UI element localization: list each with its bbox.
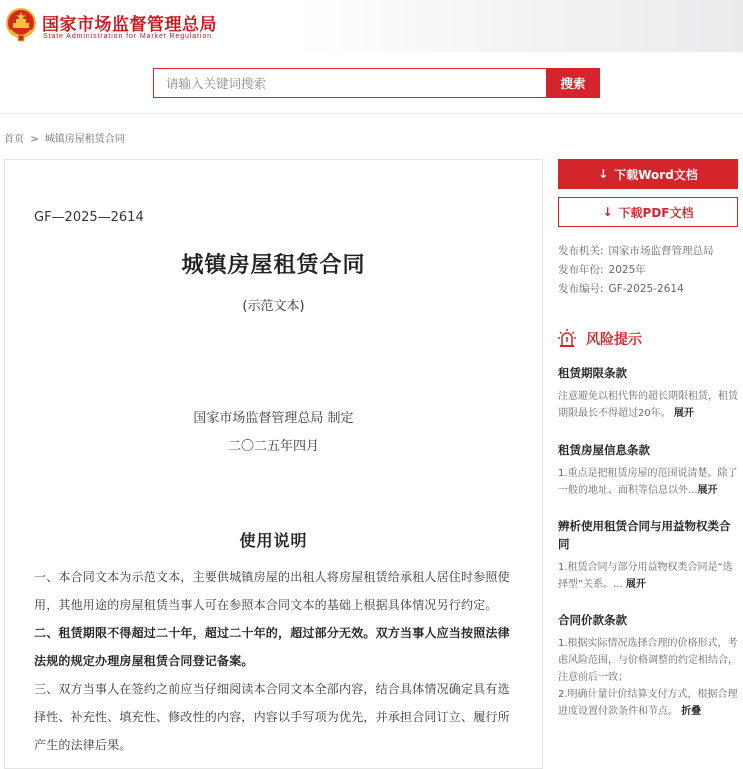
document-issuer: 国家市场监督管理总局 制定 <box>193 411 354 426</box>
risk-item-desc-text: 1.根据实际情况选择合理的价格形式，考虑风险范围，与价格调整的约定相结合，注意前后一致； 2.明确计量计价结算支付方式，根据合理进度设置付款条件和节点。 <box>558 638 738 717</box>
risk-section-header <box>558 326 743 352</box>
paragraph-2: 二、租赁期限不得超过二十年，超过二十年的，超过部分无效。双方当事人应当按照法律法规的规定办理房屋租赁合同登记备案。 <box>34 626 510 668</box>
site-header <box>0 0 743 52</box>
search-input[interactable] <box>153 68 546 98</box>
breadcrumb <box>4 130 128 145</box>
search-bar <box>153 68 600 98</box>
risk-item-title: 辨析使用租赁合同与用益物权类合同 <box>558 519 731 551</box>
logo-text-cn[interactable]: 国家市场监督管理总局 <box>42 15 217 35</box>
search-button[interactable]: 搜索 <box>546 68 600 98</box>
risk-section-title: 风险提示 <box>586 332 642 348</box>
download-word-button[interactable] <box>558 159 738 189</box>
expand-link[interactable]: 展开 <box>673 408 694 419</box>
risk-item-desc-text: 1.租赁合同与部分用益物权类合同是“选择型”关系。... <box>558 562 733 590</box>
risk-item-desc-text: 注意避免以租代售的超长期限租赁，租赁期限最长不得超过20年。 <box>558 391 738 419</box>
download-pdf-button[interactable] <box>558 197 738 227</box>
meta-value: GF-2025-2614 <box>608 283 684 295</box>
risk-item-usufruct <box>558 517 741 593</box>
meta-label: 发布编号: <box>558 283 604 295</box>
download-icon: ↓ <box>602 205 613 219</box>
meta-label: 发布机关: <box>558 245 604 257</box>
paragraph-1: 一、本合同文本为示范文本，主要供城镇房屋的出租人将房屋租赁给承租人居住时参照使用，其他用途的房屋租赁当事人可在参照本合同文本的基础上根据具体情况另行约定。 <box>34 570 510 612</box>
breadcrumb-current: 城镇房屋租赁合同 <box>44 134 125 145</box>
document-title: 城镇房屋租赁合同 <box>181 253 366 278</box>
risk-item-desc <box>558 388 741 422</box>
section-title: 使用说明 <box>239 531 308 550</box>
risk-item-desc <box>558 559 741 593</box>
document-preview <box>4 159 543 769</box>
national-emblem-icon[interactable] <box>6 8 36 42</box>
risk-item-desc <box>558 465 741 499</box>
collapse-link[interactable]: 折叠 <box>681 706 702 717</box>
risk-item-desc <box>558 635 741 720</box>
meta-label: 发布年份: <box>558 264 604 276</box>
document-subtitle: (示范文本) <box>242 299 305 314</box>
meta-value: 国家市场监督管理总局 <box>608 245 714 257</box>
document-code: GF—2025—2614 <box>34 210 144 225</box>
risk-item-house-info <box>558 441 741 499</box>
meta-row-year <box>558 261 743 280</box>
risk-item-title: 租赁房屋信息条款 <box>558 443 650 457</box>
paragraph-3: 三、双方当事人在签约之前应当仔细阅读本合同文本全部内容，结合具体情况确定具有选择性、补充性、填充性、修改性的内容，内容以手写项为优先，并承担合同订立、履行所产生的法律后果。 <box>34 682 510 752</box>
document-body <box>34 563 514 759</box>
breadcrumb-home-link[interactable]: 首页 <box>4 134 24 145</box>
document-date: 二〇二五年四月 <box>227 439 319 454</box>
logo-text-en[interactable]: State Administration for Market Regulation <box>43 33 212 40</box>
breadcrumb-separator: > <box>30 134 39 145</box>
risk-item-price <box>558 611 741 720</box>
download-icon: ↓ <box>598 167 609 181</box>
risk-item-lease-term <box>558 364 741 422</box>
meta-row-publisher <box>558 242 743 261</box>
risk-item-title: 租赁期限条款 <box>558 366 627 380</box>
risk-item-title: 合同价款条款 <box>558 613 627 627</box>
download-pdf-label: 下载PDF文档 <box>618 205 694 220</box>
document-meta <box>558 242 743 299</box>
meta-value: 2025年 <box>608 264 646 276</box>
alarm-light-icon <box>558 328 576 348</box>
download-word-label: 下载Word文档 <box>614 167 698 182</box>
header-divider <box>0 113 743 114</box>
expand-link[interactable]: 展开 <box>625 579 646 590</box>
expand-link[interactable]: 展开 <box>697 485 718 496</box>
meta-row-number <box>558 280 743 299</box>
risk-item-desc-text: 1.重点是把租赁房屋的范围说清楚。除了一般的地址、面积等信息以外... <box>558 468 738 496</box>
